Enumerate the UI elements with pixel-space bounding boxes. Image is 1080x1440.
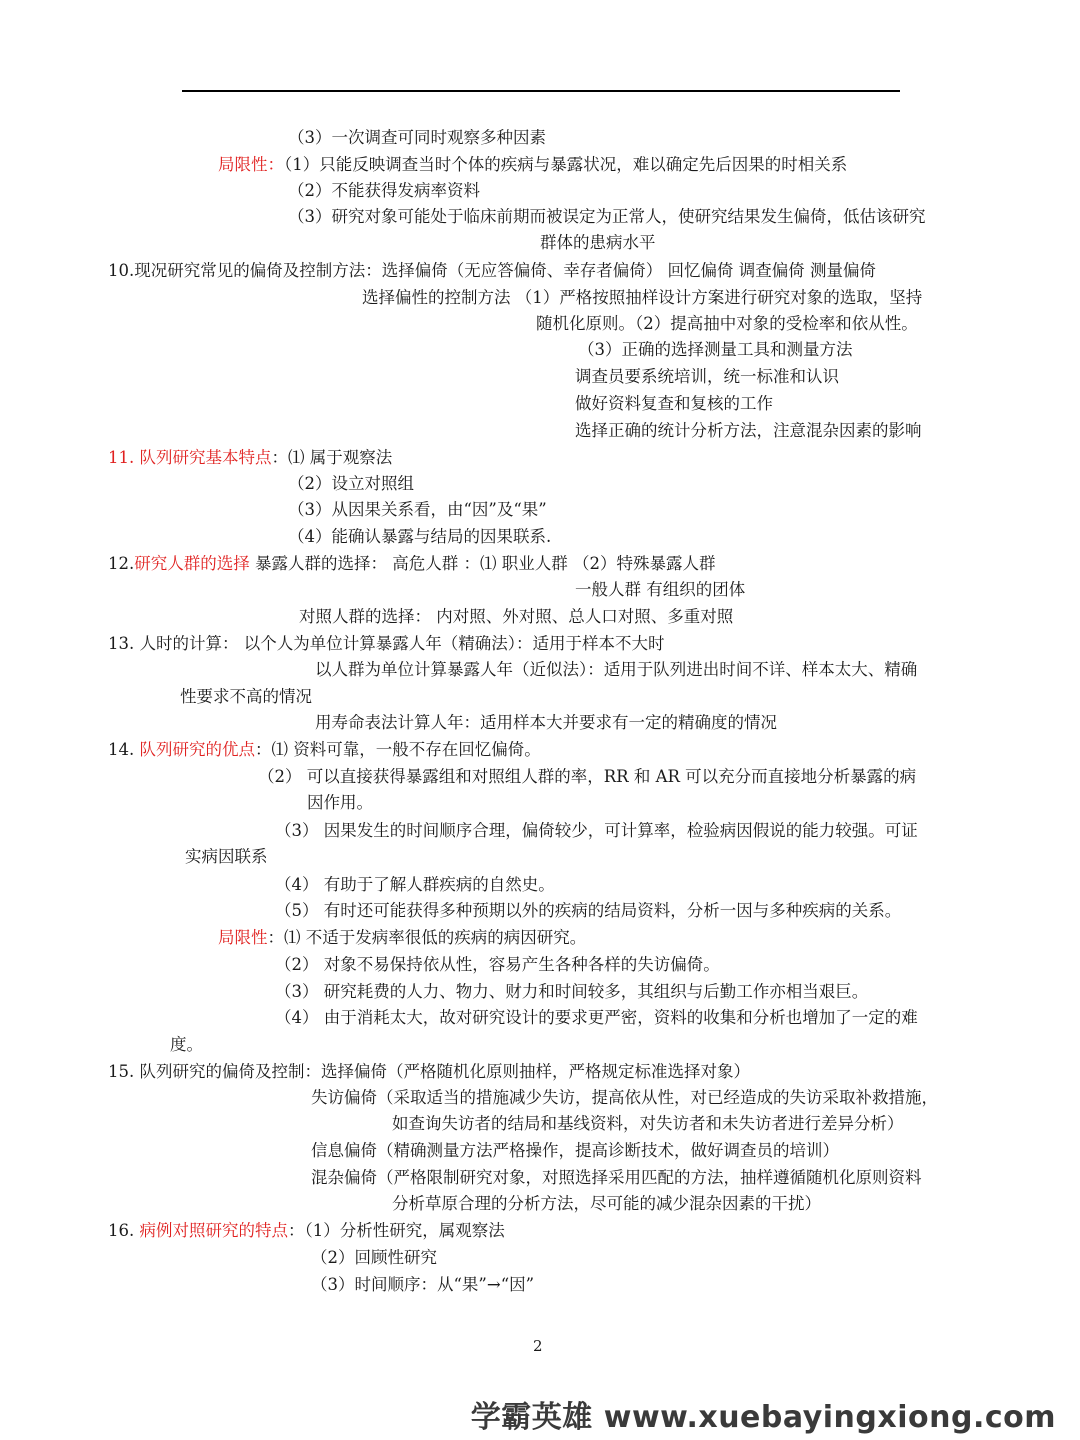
text-line	[170, 1035, 203, 1055]
header-rule	[182, 90, 900, 92]
page-number: 2	[533, 1337, 543, 1355]
text-line	[575, 580, 745, 600]
text-line	[288, 128, 546, 148]
line-text: （3） 因果发生的时间顺序合理，偏倚较少，可计算率，检验病因假说的能力较强。可证	[275, 821, 918, 840]
line-text: 15. 队列研究的偏倚及控制：选择偏倚（严格随机化原则抽样，严格规定标准选择对象）	[108, 1062, 750, 1081]
text-line	[307, 793, 373, 813]
line-text: （3）从因果关系看，由“因”及“果”	[288, 500, 547, 519]
line-text: ：⑴ 资料可靠，一般不存在回忆偏倚。	[255, 740, 541, 759]
text-line	[311, 1088, 938, 1108]
text-line	[392, 1194, 821, 1214]
text-line	[540, 233, 656, 253]
text-line	[315, 713, 777, 733]
line-text: （3）时间顺序：从“果”→“因”	[311, 1275, 535, 1294]
text-line	[536, 314, 918, 334]
line-text: 群体的患病水平	[540, 233, 656, 252]
line-text: 随机化原则。（2）提高抽中对象的受检率和依从性。	[536, 314, 918, 333]
text-line	[299, 607, 733, 627]
line-text: （2） 可以直接获得暴露组和对照组人群的率，RR 和 AR 可以充分而直接地分析暴露的病	[258, 767, 917, 786]
line-text: 暴露人群的选择： 高危人群 ：⑴ 职业人群 （2）特殊暴露人群	[249, 554, 716, 573]
text-line	[311, 1248, 437, 1268]
text-line	[288, 207, 926, 227]
line-text: 调查员要系统培训，统一标准和认识	[575, 367, 839, 386]
text-line	[311, 1275, 534, 1295]
text-line	[218, 155, 847, 175]
line-text: （3）正确的选择测量工具和测量方法	[578, 340, 853, 359]
line-text: （3） 研究耗费的人力、物力、财力和时间较多，其组织与后勤工作亦相当艰巨。	[275, 982, 869, 1001]
highlight-heading: 队列研究的优点	[139, 740, 255, 759]
text-line	[575, 421, 922, 441]
line-text: 选择正确的统计分析方法，注意混杂因素的影响	[575, 421, 922, 440]
line-text: 对照人群的选择： 内对照、外对照、总人口对照、多重对照	[299, 607, 734, 626]
line-text: 因作用。	[307, 793, 373, 812]
highlight-heading: 局限性	[218, 928, 268, 947]
line-text: 以人群为单位计算暴露人年（近似法）：适用于队列进出时间不详、样本太大、精确	[315, 660, 918, 679]
text-line	[288, 474, 414, 494]
text-line	[315, 660, 917, 680]
item-number: 16.	[108, 1221, 140, 1240]
line-text: （3）一次调查可同时观察多种因素	[288, 128, 546, 147]
watermark: 学霸英雄 www.xuebayingxiong.com	[470, 1400, 1056, 1435]
text-line	[108, 1062, 750, 1082]
line-text: 度。	[170, 1035, 203, 1054]
text-line	[311, 1141, 839, 1161]
line-text: 13. 人时的计算： 以个人为单位计算暴露人年（精确法）：适用于样本不大时	[108, 634, 665, 653]
text-line	[180, 687, 312, 707]
text-line	[392, 1114, 904, 1134]
text-line	[108, 634, 664, 654]
text-line	[288, 181, 480, 201]
text-line	[275, 875, 555, 895]
highlight-heading: 研究人群的选择	[134, 554, 250, 573]
line-text: （2）回顾性研究	[311, 1248, 437, 1267]
line-text: （2）不能获得发病率资料	[288, 181, 480, 200]
text-line	[108, 740, 541, 760]
text-line	[288, 500, 547, 520]
text-line	[575, 367, 839, 387]
highlight-heading: 11. 队列研究基本特点	[108, 448, 272, 467]
text-line	[108, 554, 715, 574]
line-text: 如查询失访者的结局和基线资料，对失访者和未失访者进行差异分析）	[392, 1114, 904, 1133]
line-text: 10.现况研究常见的偏倚及控制方法：选择偏倚（无应答偏倚、幸存者偏倚） 回忆偏倚 调查偏倚 测量偏倚	[108, 261, 876, 280]
line-text: 分析草原合理的分析方法，尽可能的减少混杂因素的干扰）	[392, 1194, 821, 1213]
item-number: 12.	[108, 554, 135, 573]
line-text: 失访偏倚（采取适当的措施减少失访，提高依从性，对已经造成的失访采取补救措施，	[311, 1088, 938, 1107]
line-text: 做好资料复查和复核的工作	[575, 394, 773, 413]
line-text: （2）设立对照组	[288, 474, 414, 493]
text-line	[578, 340, 853, 360]
line-text: 用寿命表法计算人年：适用样本大并要求有一定的精确度的情况	[315, 713, 777, 732]
line-text: 选择偏性的控制方法 （1）严格按照抽样设计方案进行研究对象的选取，坚持	[362, 288, 923, 307]
text-line	[108, 261, 876, 281]
text-line	[311, 1168, 922, 1188]
text-line	[108, 1221, 505, 1241]
text-line	[218, 928, 586, 948]
line-text: （2） 对象不易保持依从性，容易产生各种各样的失访偏倚。	[275, 955, 720, 974]
text-line	[275, 901, 901, 921]
text-line	[275, 821, 918, 841]
text-line	[258, 767, 916, 787]
line-text: 性要求不高的情况	[180, 687, 312, 706]
text-line	[275, 955, 720, 975]
line-text: 实病因联系	[185, 847, 268, 866]
text-line	[288, 527, 551, 547]
line-text: （4） 有助于了解人群疾病的自然史。	[275, 875, 555, 894]
line-text: ：（1）分析性研究，属观察法	[288, 1221, 505, 1240]
line-text: 信息偏倚（精确测量方法严格操作，提高诊断技术，做好调查员的培训）	[311, 1141, 839, 1160]
highlight-heading: 病例对照研究的特点	[139, 1221, 288, 1240]
text-line	[275, 1008, 918, 1028]
line-text: 混杂偏倚（严格限制研究对象，对照选择采用匹配的方法，抽样遵循随机化原则资料	[311, 1168, 922, 1187]
item-number: 14.	[108, 740, 140, 759]
line-text: ：⑴ 属于观察法	[271, 448, 393, 467]
line-text: 一般人群 有组织的团体	[575, 580, 746, 599]
line-text: （1）只能反映调查当时个体的疾病与暴露状况，难以确定先后因果的时相关系	[284, 155, 848, 174]
text-line	[275, 982, 868, 1002]
line-text: ：⑴ 不适于发病率很低的疾病的病因研究。	[267, 928, 587, 947]
text-line	[108, 448, 392, 468]
text-line	[185, 847, 268, 867]
text-line	[362, 288, 922, 308]
line-text: （4） 由于消耗太大，故对研究设计的要求更严密，资料的收集和分析也增加了一定的难	[275, 1008, 918, 1027]
line-text: （5） 有时还可能获得多种预期以外的疾病的结局资料，分析一因与多种疾病的关系。	[275, 901, 902, 920]
highlight-heading: 局限性：	[218, 155, 284, 174]
line-text: （4）能确认暴露与结局的因果联系.	[288, 527, 552, 546]
line-text: （3）研究对象可能处于临床前期而被误定为正常人，使研究结果发生偏倚，低估该研究	[288, 207, 926, 226]
text-line	[575, 394, 773, 414]
